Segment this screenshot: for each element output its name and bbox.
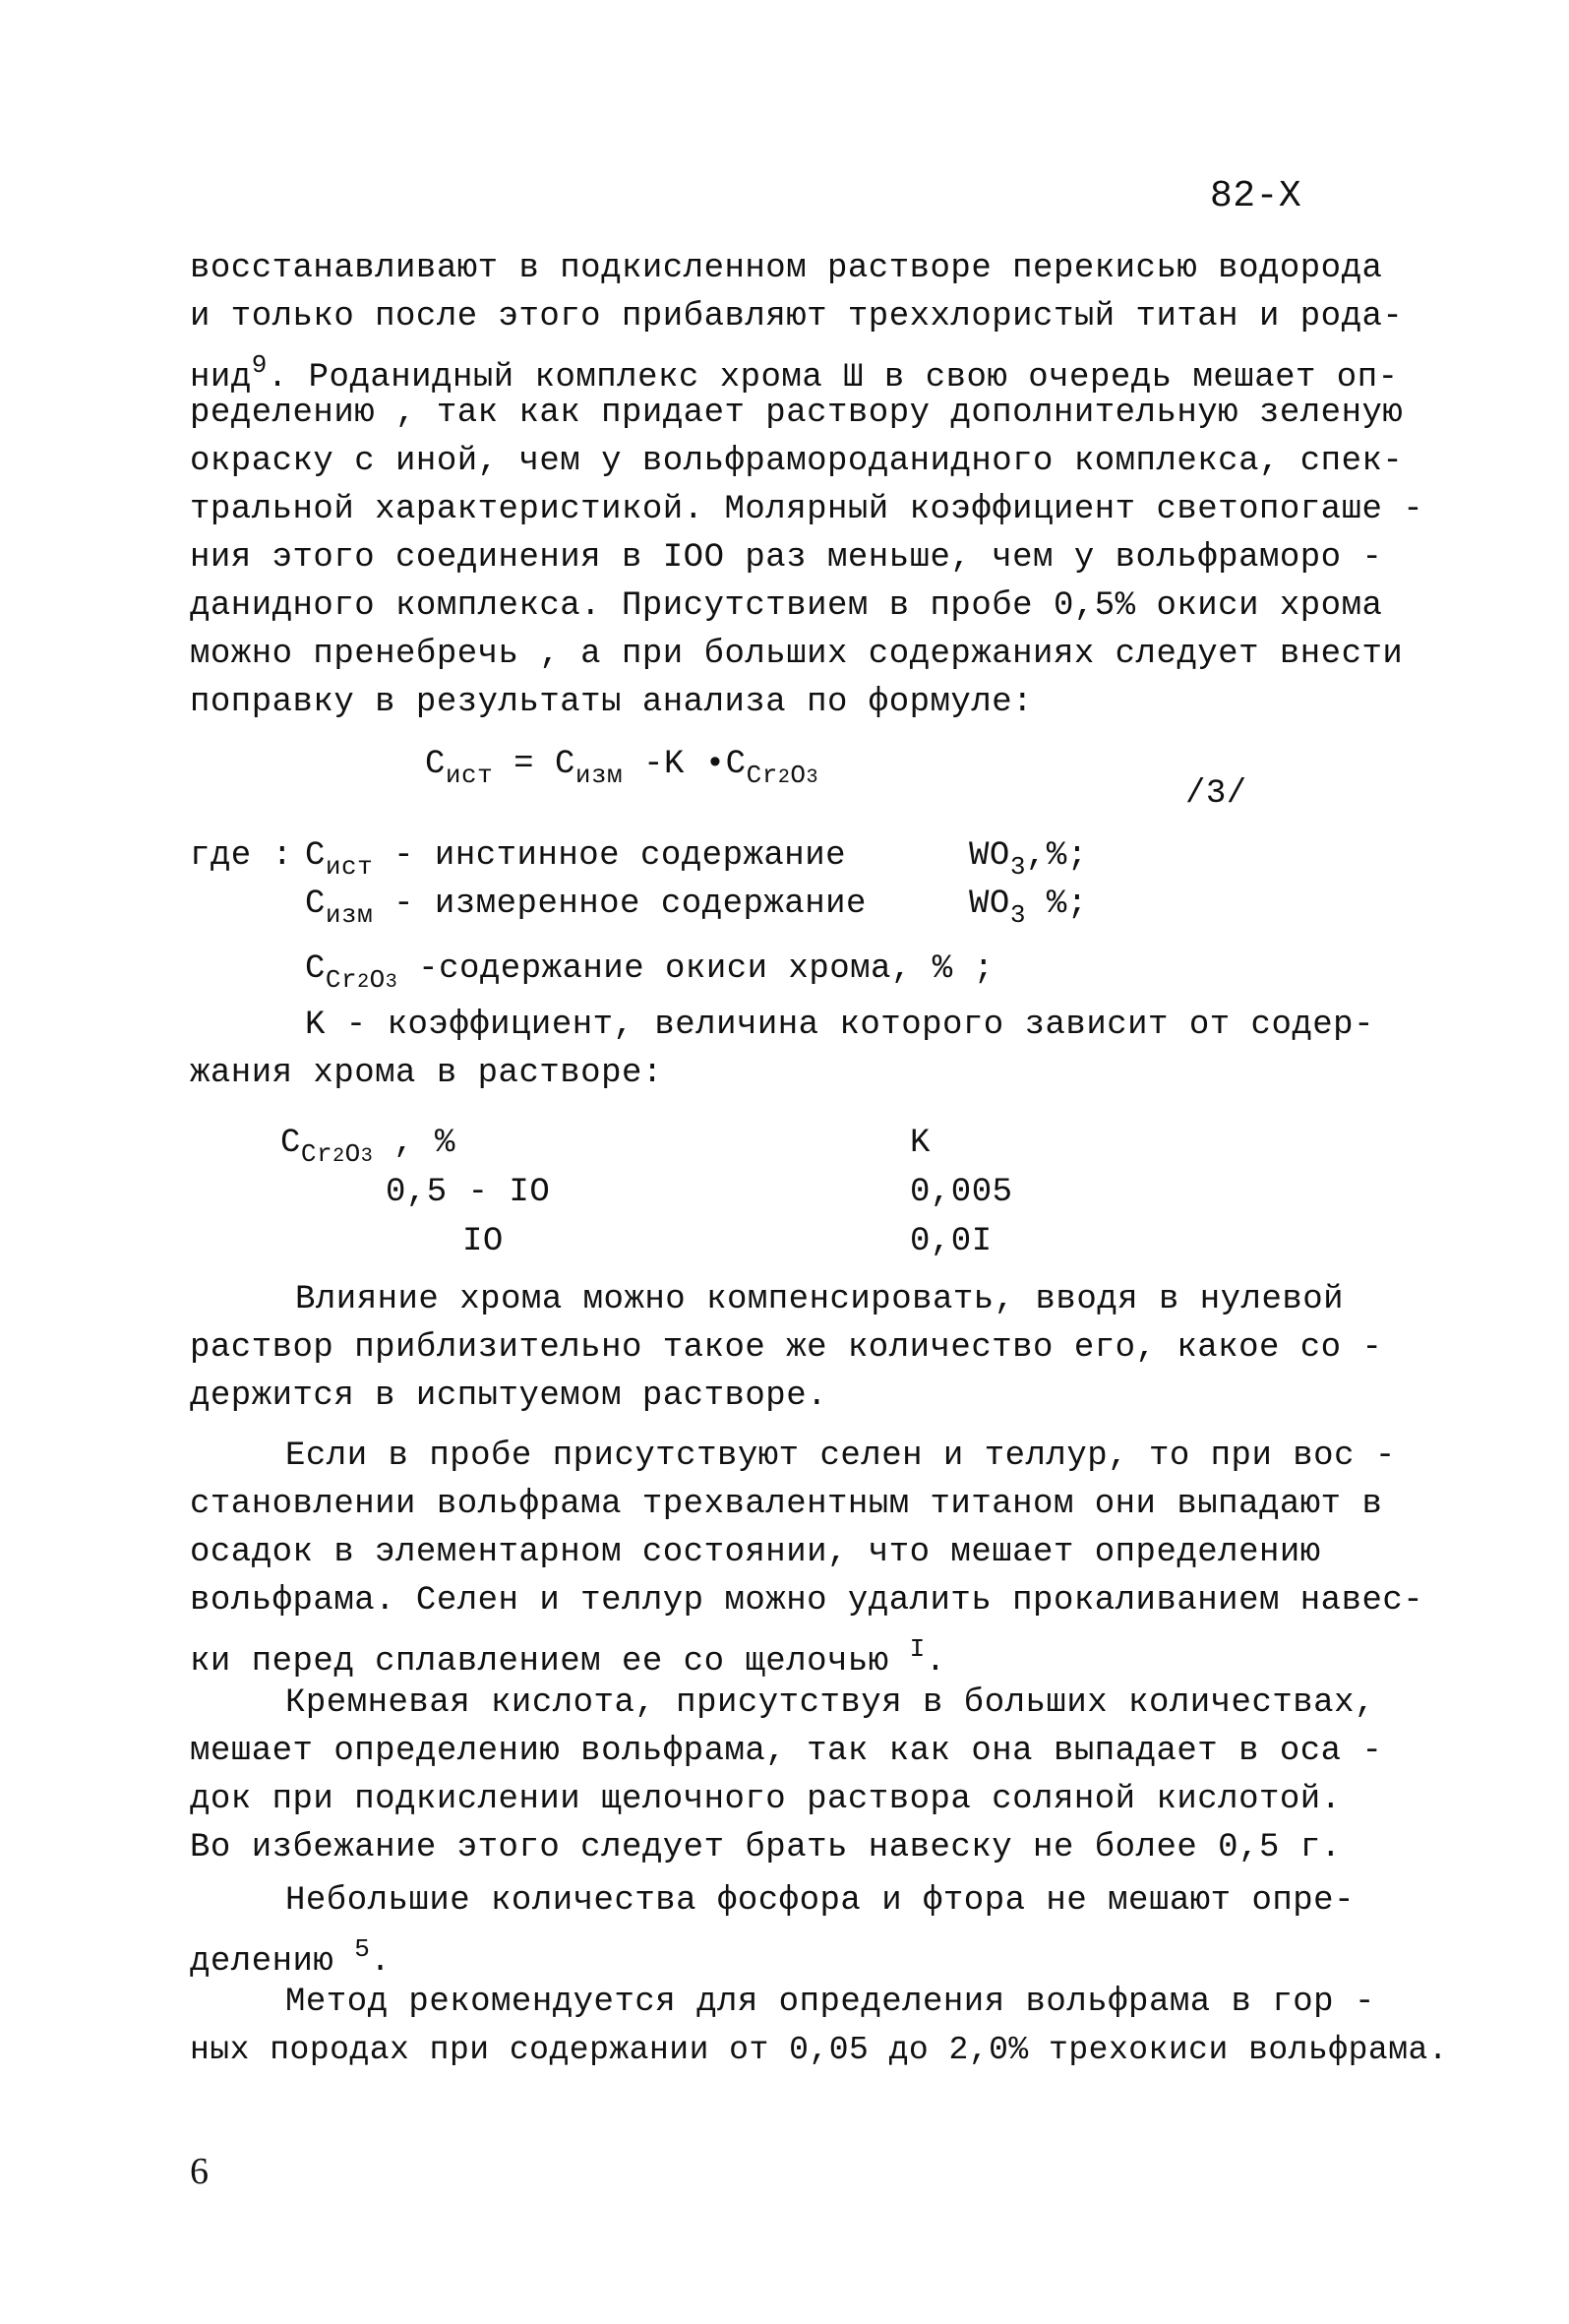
text-line: можно пренебречь , а при больших содержаниях следует внести xyxy=(190,636,1404,673)
text-line: держится в испытуемом растворе. xyxy=(190,1377,828,1415)
document-code: 82-X xyxy=(1210,175,1302,217)
footnote-ref: I xyxy=(909,1634,926,1664)
legend-unit: $WO_3$ %; xyxy=(969,886,1088,930)
formula: $C_{ист} = C_{изм}$ -K $•C_{Cr2O3}$ xyxy=(425,746,818,790)
text-line: Если в пробе присутствуют селен и теллур, то при вос - xyxy=(285,1437,1396,1475)
text-line: и только после этого прибавляют треххлористый титан и рода- xyxy=(190,298,1404,336)
formula-number: /3/ xyxy=(1185,775,1247,813)
table-header-unit: $C_{Cr2O3}$ , % xyxy=(280,1125,455,1169)
text-line: данидного комплекса. Присутствием в пробе 0,5% окиси хрома xyxy=(190,587,1383,625)
text-line: Влияние хрома можно компенсировать, вводя в нулевой xyxy=(295,1281,1345,1318)
text-line: мешает определению вольфрама, так как она выпадает в оса - xyxy=(190,1733,1383,1770)
text-line: раствор приблизительно такое же количество его, какое со - xyxy=(190,1329,1383,1367)
legend-unit: $WO_3,\%$; xyxy=(969,837,1088,882)
text-line: делению $^5$. xyxy=(190,1934,392,1981)
legend-where: где : xyxy=(190,837,293,875)
text-line: Метод рекомендуется для определения вольфрама в гор - xyxy=(285,1984,1375,2021)
table-cell-range: 0,5 - IO xyxy=(386,1174,551,1211)
text-line: ки перед сплавлением ее со щелочью $^I$. xyxy=(190,1634,946,1681)
text-line: ния этого соединения в IOO раз меньше, чем у вольфраморо - xyxy=(190,539,1383,577)
text-line: восстанавливают в подкисленном растворе перекисью водорода xyxy=(190,250,1383,287)
text-line: поправку в результаты анализа по формуле: xyxy=(190,684,1034,721)
table-cell-k: 0,0I xyxy=(910,1223,993,1260)
text-line: Во избежание этого следует брать навеску не более 0,5 г. xyxy=(190,1829,1342,1866)
footnote-ref: 9 xyxy=(251,350,268,380)
text-line: ных породах при содержании от 0,05 до 2,0% трехокиси вольфрама. xyxy=(190,2032,1449,2068)
text-line: док при подкислении щелочного раствора соляной кислотой. xyxy=(190,1781,1342,1818)
text-line: окраску с иной, чем у вольфрамороданидного комплекса, спек- xyxy=(190,443,1404,480)
table-cell-k: 0,005 xyxy=(910,1174,1013,1211)
text-line: Кремневая кислота, присутствуя в больших количествах, xyxy=(285,1684,1375,1722)
table-cell-range: IO xyxy=(462,1223,504,1260)
text-fragment: нид xyxy=(190,359,252,397)
legend-row: $C_{изм}$ - измеренное содержание xyxy=(305,886,867,930)
text-line: K - коэффициент, величина которого зависит от содер- xyxy=(305,1007,1374,1044)
footnote-ref: 5 xyxy=(354,1934,371,1964)
text-line: становлении вольфрама трехвалентным титаном они выпадают в xyxy=(190,1486,1383,1523)
text-line: осадок в элементарном состоянии, что мешает определению xyxy=(190,1534,1321,1571)
text-line: Небольшие количества фосфора и фтора не мешают опре- xyxy=(285,1882,1355,1920)
page-number: 6 xyxy=(190,2151,209,2192)
legend-row: $C_{Cr2O3}$ -содержание окиси хрома, % ; xyxy=(305,950,995,995)
text-line: вольфрама. Селен и теллур можно удалить прокаливанием навес- xyxy=(190,1582,1424,1620)
text-line: тральной характеристикой. Молярный коэффициент светопогаше - xyxy=(190,491,1424,528)
text-fragment: . Роданидный комплекс хрома Ш в свою очередь мешает оп- xyxy=(267,359,1399,397)
legend-row: $C_{ист}$ - инстинное содержание xyxy=(305,837,846,882)
text-line: жания хрома в растворе: xyxy=(190,1055,663,1092)
text-line: ределению , так как придает раствору дополнительную зеленую xyxy=(190,395,1404,432)
table-header-k: K xyxy=(910,1125,931,1162)
